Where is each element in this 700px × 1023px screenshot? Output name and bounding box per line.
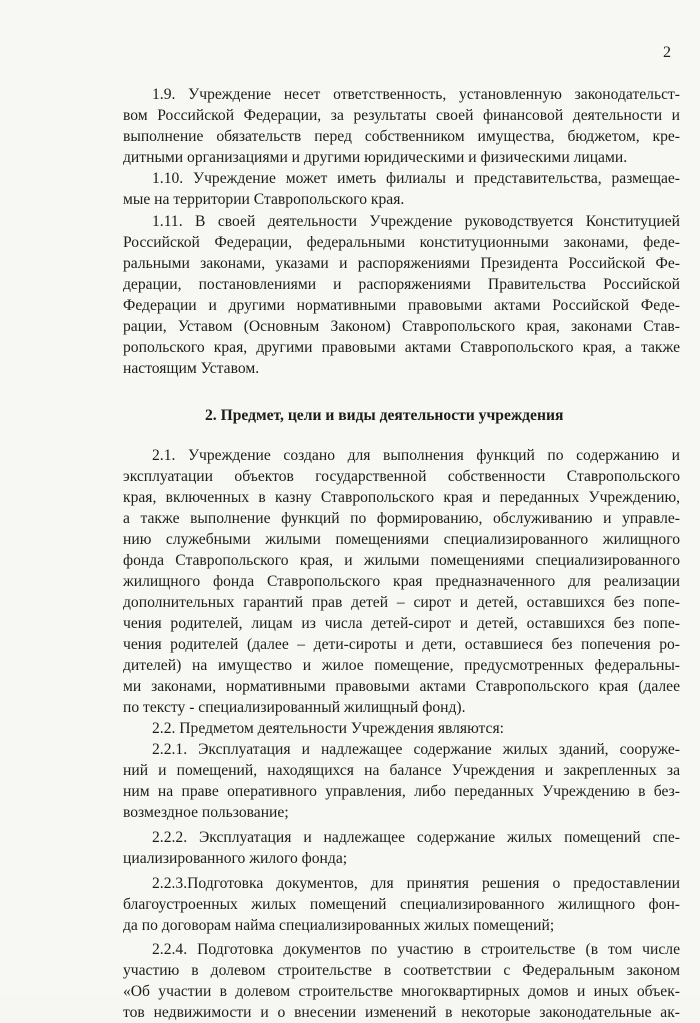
text-line: рации, Уставом (Основным Законом) Ставропольского края, законами Став- bbox=[123, 318, 680, 335]
text-line: края, включенных в казну Ставропольского края и переданных Учреждению, bbox=[123, 489, 680, 506]
text-line: вом Российской Федерации, за результаты своей финансовой деятельности и bbox=[123, 107, 680, 124]
text-line: чения родителей, лицам из числа детей-сирот и детей, оставшихся без попе- bbox=[123, 615, 680, 632]
text-line: настоящим Уставом. bbox=[123, 360, 260, 377]
text-line: мые на территории Ставропольского края. bbox=[123, 191, 405, 208]
section-heading: 2. Предмет, цели и виды деятельности учреждения bbox=[205, 407, 564, 424]
text-line: 1.11. В своей деятельности Учреждение руководствуется Конституцией bbox=[152, 213, 680, 230]
text-line: дителей) на имущество и жилое помещение, предусмотренных федеральны- bbox=[123, 657, 680, 674]
text-line: 2.2.2. Эксплуатация и надлежащее содержание жилых помещений спе- bbox=[152, 829, 680, 846]
text-line: 2.2.1. Эксплуатация и надлежащее содержание жилых зданий, сооруже- bbox=[152, 741, 680, 758]
text-line: 1.9. Учреждение несет ответственность, установленную законодательст- bbox=[152, 86, 680, 103]
text-line: Федерации и другими нормативными правовыми актами Российской Феде- bbox=[123, 297, 680, 314]
text-line: ропольского края, другими правовыми актами Ставропольского края, а также bbox=[123, 339, 680, 356]
text-line: 2.2. Предметом деятельности Учреждения являются: bbox=[152, 720, 504, 737]
text-line: 2.2.4. Подготовка документов по участию в строительстве (в том числе bbox=[152, 941, 680, 958]
text-line: «Об участии в долевом строительстве многоквартирных домов и иных объек- bbox=[123, 983, 680, 1000]
text-line: 2.1. Учреждение создано для выполнения функций по содержанию и bbox=[152, 447, 680, 464]
text-line: чения родителей (далее – дети-сироты и дети, оставшиеся без попечения ро- bbox=[123, 636, 680, 653]
text-line: по тексту - специализированный жилищный фонд). bbox=[123, 699, 466, 716]
text-line: ми законами, нормативными правовыми актами Ставропольского края (далее bbox=[123, 678, 680, 695]
text-line: да по договорам найма специализированных жилых помещений; bbox=[123, 917, 555, 934]
text-line: дитными организациями и другими юридическими и физическими лицами. bbox=[123, 149, 628, 166]
text-line: дополнительных гарантий прав детей – сирот и детей, оставшихся без попе- bbox=[123, 594, 680, 611]
text-line: циализированного жилого фонда; bbox=[123, 850, 348, 867]
text-line: возмездное пользование; bbox=[123, 804, 289, 821]
page-number: 2 bbox=[663, 44, 671, 61]
text-line: 1.10. Учреждение может иметь филиалы и представительства, размещае- bbox=[152, 170, 680, 187]
text-line: эксплуатации объектов государственной собственности Ставропольского bbox=[123, 468, 680, 485]
text-line: 2.2.3.Подготовка документов, для принятия решения о предоставлении bbox=[152, 875, 680, 892]
text-line: а также выполнение функций по формированию, обслуживанию и управле- bbox=[123, 510, 680, 527]
text-line: жилищного фонда Ставропольского края предназначенного для реализации bbox=[123, 573, 680, 590]
text-line: дерации, постановлениями и распоряжениями Правительства Российской bbox=[123, 276, 680, 293]
text-line: благоустроенных жилых помещений специализированного жилищного фон- bbox=[123, 896, 680, 913]
text-line: фонда Ставропольского края, и жилыми помещениями специализированного bbox=[123, 552, 680, 569]
text-line: Российской Федерации, федеральными конституционными законами, феде- bbox=[123, 234, 680, 251]
text-line: ральными законами, указами и распоряжениями Президента Российской Фе- bbox=[123, 255, 680, 272]
text-line: тов недвижимости и о внесении изменений в некоторые законодательные ак- bbox=[123, 1004, 680, 1021]
text-line: ний и помещений, находящихся на балансе Учреждения и закрепленных за bbox=[123, 762, 680, 779]
text-line: участию в долевом строительстве в соответствии с Федеральным законом bbox=[123, 962, 680, 979]
text-line: выполнение обязательств перед собственником имущества, бюджетом, кре- bbox=[123, 128, 680, 145]
text-line: нию служебными жилыми помещениями специализированного жилищного bbox=[123, 531, 680, 548]
text-line: ним на праве оперативного управления, либо переданных Учреждению в без- bbox=[123, 783, 680, 800]
